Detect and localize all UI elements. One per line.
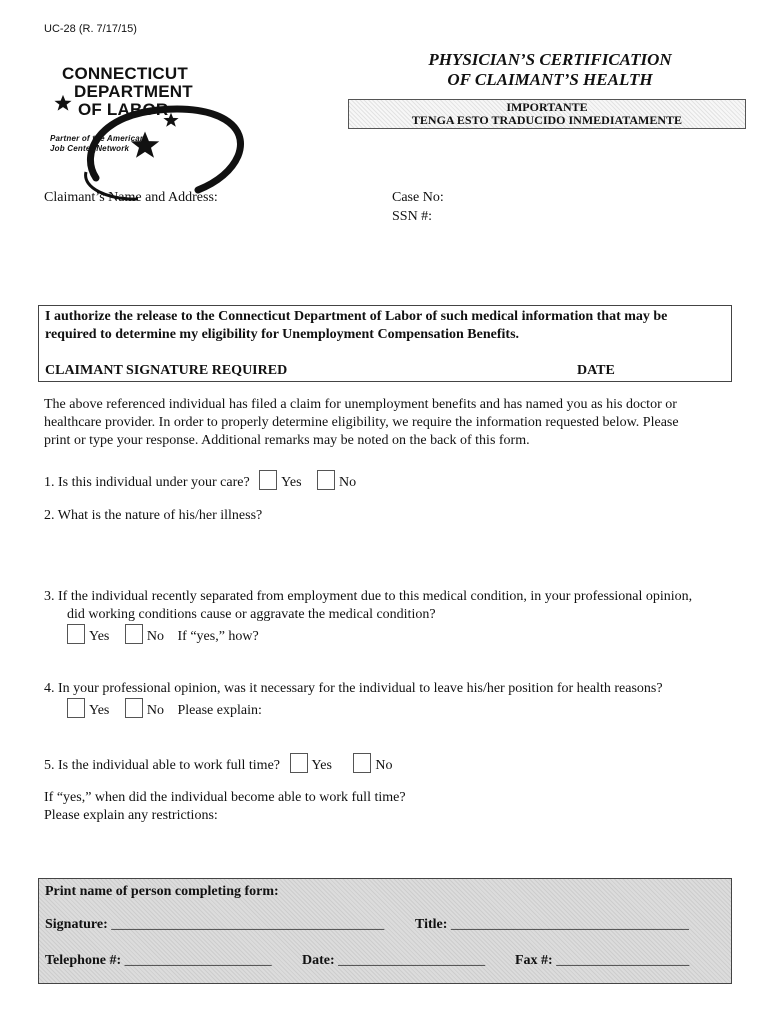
- translation-notice: [348, 99, 746, 129]
- signature-row: [45, 916, 384, 934]
- question-3-options: [67, 624, 259, 646]
- question-5: [44, 753, 393, 775]
- q5-no-label: No: [375, 758, 393, 773]
- question-1-text: 1. Is this individual under your care?: [44, 475, 250, 490]
- page-title: [360, 50, 740, 90]
- intro-paragraph: [44, 396, 679, 450]
- q3-yes-label: Yes: [89, 629, 110, 644]
- telephone-row: [45, 952, 272, 970]
- question-1: [44, 470, 356, 492]
- fax-label: Fax #:: [515, 953, 553, 968]
- q3-followup: If “yes,” how?: [177, 629, 259, 644]
- logo-partner-line-1: Partner of the American: [50, 134, 145, 143]
- completion-date-label: Date:: [302, 953, 335, 968]
- q1-yes-checkbox[interactable]: [259, 470, 277, 490]
- q3-yes-checkbox[interactable]: [67, 624, 85, 644]
- intro-line-2: healthcare provider. In order to properly determine eligibility, we require the information requested below. Please: [44, 415, 679, 430]
- question-3-text-1: 3. If the individual recently separated from employment due to this medical condition, in your professional opinion,: [44, 589, 693, 604]
- q4-yes-label: Yes: [89, 703, 110, 718]
- q5-yes-label: Yes: [311, 758, 332, 773]
- question-3-text-2: did working conditions cause or aggravate the medical condition?: [67, 607, 436, 622]
- claimant-signature-label[interactable]: CLAIMANT SIGNATURE REQUIRED: [45, 363, 288, 378]
- logo-line-3: OF LABOR: [78, 100, 169, 119]
- logo-line-2: DEPARTMENT: [74, 82, 193, 101]
- q3-no-label: No: [146, 629, 164, 644]
- notice-line-2: TENGA ESTO TRADUCIDO INMEDIATAMENTE: [411, 113, 683, 127]
- question-5-followup-2: Please explain any restrictions:: [44, 808, 218, 823]
- claimant-name-address-label: Claimant’s Name and Address:: [44, 190, 218, 205]
- q4-no-checkbox[interactable]: [125, 698, 143, 718]
- date-row: [302, 952, 485, 970]
- logo-line-1: CONNECTICUT: [62, 64, 188, 83]
- ssn-label: SSN #:: [392, 209, 433, 224]
- question-4-text: 4. In your professional opinion, was it necessary for the individual to leave his/her position for health reasons?: [44, 681, 663, 696]
- print-name-label[interactable]: Print name of person completing form:: [45, 884, 279, 899]
- case-no-label: Case No:: [392, 190, 444, 205]
- q5-no-checkbox[interactable]: [353, 753, 371, 773]
- notice-line-1: IMPORTANTE: [506, 100, 588, 114]
- intro-line-3: print or type your response. Additional remarks may be noted on the back of this form.: [44, 433, 530, 448]
- form-code: UC-28 (R. 7/17/15): [44, 23, 137, 35]
- title-line-1: PHYSICIAN’S CERTIFICATION: [428, 50, 672, 69]
- title-label: Title:: [415, 917, 448, 932]
- question-5-text: 5. Is the individual able to work full time?: [44, 758, 281, 773]
- q3-no-checkbox[interactable]: [125, 624, 143, 644]
- question-4-options: [67, 698, 262, 720]
- ct-dol-logo: [38, 50, 218, 162]
- q1-no-label: No: [339, 475, 357, 490]
- q4-no-label: No: [146, 703, 164, 718]
- q1-no-checkbox[interactable]: [317, 470, 335, 490]
- fax-line[interactable]: ___________________: [556, 953, 690, 968]
- q4-followup: Please explain:: [177, 703, 262, 718]
- authorization-text-2: required to determine my eligibility for Unemployment Compensation Benefits.: [45, 327, 520, 342]
- completion-box: [38, 878, 732, 984]
- signature-line[interactable]: _______________________________________: [111, 917, 385, 932]
- title-row: [415, 916, 689, 934]
- date-line[interactable]: _____________________: [338, 953, 486, 968]
- q4-yes-checkbox[interactable]: [67, 698, 85, 718]
- telephone-line[interactable]: _____________________: [124, 953, 272, 968]
- title-line-2: OF CLAIMANT’S HEALTH: [447, 70, 653, 89]
- q5-yes-checkbox[interactable]: [290, 753, 308, 773]
- logo-partner-line-2: Job Center Network: [50, 144, 130, 153]
- q1-yes-label: Yes: [281, 475, 302, 490]
- authorization-box: [38, 305, 732, 382]
- claimant-date-label[interactable]: DATE: [577, 363, 615, 378]
- question-5-followup-1: If “yes,” when did the individual become able to work full time?: [44, 790, 406, 805]
- question-2-text: 2. What is the nature of his/her illness?: [44, 508, 263, 523]
- telephone-label: Telephone #:: [45, 953, 122, 968]
- signature-label: Signature:: [45, 917, 108, 932]
- authorization-text-1: I authorize the release to the Connecticut Department of Labor of such medical information that may be: [45, 309, 668, 324]
- star-icon: [54, 94, 72, 112]
- intro-line-1: The above referenced individual has filed a claim for unemployment benefits and has named you as his doctor or: [44, 397, 677, 412]
- fax-row: [515, 952, 689, 970]
- title-line[interactable]: __________________________________: [450, 917, 689, 932]
